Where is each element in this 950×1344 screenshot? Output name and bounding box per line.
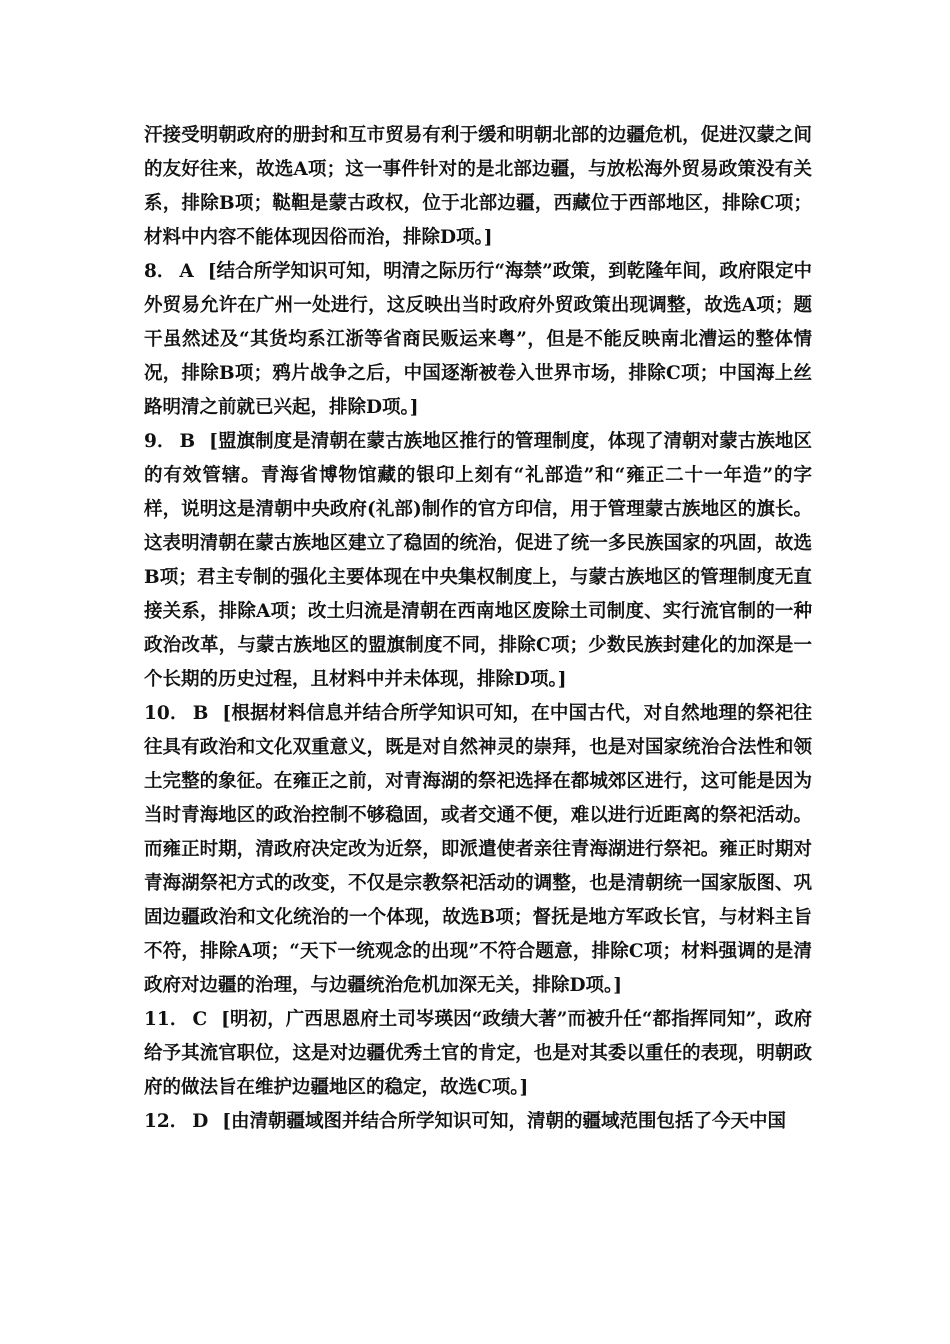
explanation-paragraph-10 [144,697,812,1003]
question-number: 11． [144,1009,189,1030]
explanation-text: [根据材料信息并结合所学知识可知，在中国古代，对自然地理的祭祀往往具有政治和文化双重意义，既是对自然神灵的崇拜，也是对国家统治合法性和领土完整的象征。在雍正之前，对青海湖的祭祀选择在都城郊区进行，这可能是因为当时青海地区的政治控制不够稳固，或者交通不便，难以进行近距离的祭祀活动。而雍正时期，清政府决定改为近祭，即派遣使者亲往青海湖进行祭祀。雍正时期对青海湖祭祀方式的改变，不仅是宗教祭祀活动的调整，也是清朝统一国家版图、巩固边疆政治和文化统治的一个体现，故选B项；督抚是地方军政长官，与材料主旨不符，排除A项；“天下一统观念的出现”不符合题意，排除C项；材料强调的是清政府对边疆的治理，与边疆统治危机加深无关，排除D项。] [144,703,812,996]
answer-letter: C [192,1009,208,1030]
explanation-text: [盟旗制度是清朝在蒙古族地区推行的管理制度，体现了清朝对蒙古族地区的有效管辖。青海省博物馆藏的银印上刻有“礼部造”和“雍正二十一年造”的字样，说明这是清朝中央政府(礼部)制作的官方印信，用于管理蒙古族地区的旗长。这表明清朝在蒙古族地区建立了稳固的统治，促进了统一多民族国家的巩固，故选B项；君主专制的强化主要体现在中央集权制度上，与蒙古族地区的管理制度无直接关系，排除A项；改土归流是清朝在西南地区废除土司制度、实行流官制的一种政治改革，与蒙古族地区的盟旗制度不同，排除C项；少数民族封建化的加深是一个长期的历史过程，且材料中并未体现，排除D项。] [144,431,813,690]
explanation-paragraph-12 [144,1105,812,1139]
answer-letter: B [179,431,196,452]
answer-letter: D [192,1111,209,1132]
question-number: 10． [144,703,189,724]
question-number: 9． [144,431,176,452]
answer-letter: A [179,261,194,282]
explanation-paragraph-8 [144,255,812,425]
explanation-paragraph-continued [144,119,812,255]
explanation-text: [明初，广西思恩府土司岑瑛因“政绩大著”而被升任“都指挥同知”，政府给予其流官职位，这是对边疆优秀土官的肯定，也是对其委以重任的表现，明朝政府的做法旨在维护边疆地区的稳定，故选C项。] [144,1009,812,1098]
answer-letter: B [192,703,209,724]
explanation-text: 汗接受明朝政府的册封和互市贸易有利于缓和明朝北部的边疆危机，促进汉蒙之间的友好往来，故选A项；这一事件针对的是北部边疆，与放松海外贸易政策没有关系，排除B项；鞑靼是蒙古政权，位于北部边疆，西藏位于西部地区，排除C项；材料中内容不能体现因俗而治，排除D项。] [144,125,812,248]
explanation-paragraph-11 [144,1003,812,1105]
question-number: 8． [144,261,176,282]
answer-explanations [144,119,812,1139]
question-number: 12． [144,1111,189,1132]
explanation-paragraph-9 [144,425,812,697]
explanation-text: [结合所学知识可知，明清之际历行“海禁”政策，到乾隆年间，政府限定中外贸易允许在广州一处进行，这反映出当时政府外贸政策出现调整，故选A项；题干虽然述及“其货均系江浙等省商民贩运来粤”，但是不能反映南北漕运的整体情况，排除B项；鸦片战争之后，中国逐渐被卷入世界市场，排除C项；中国海上丝路明清之前就已兴起，排除D项。] [144,261,812,418]
explanation-text: [由清朝疆域图并结合所学知识可知，清朝的疆域范围包括了今天中国 [222,1111,787,1132]
